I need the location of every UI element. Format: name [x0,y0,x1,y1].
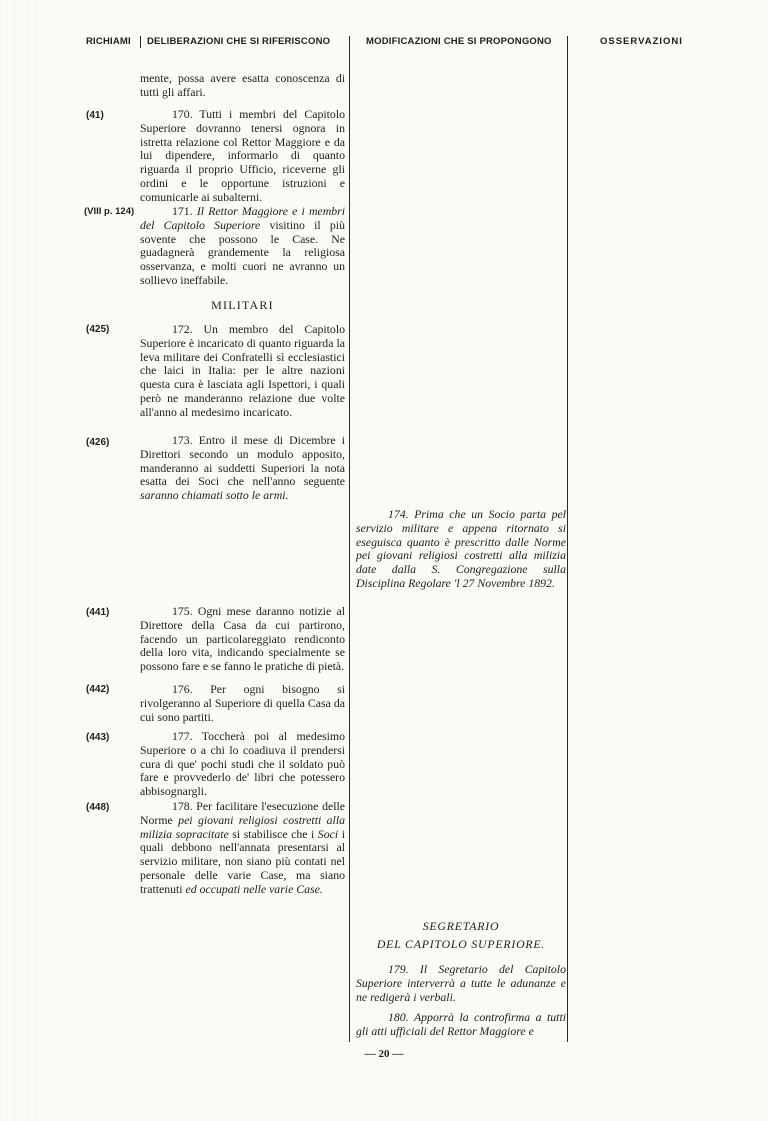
column-rule-1 [140,36,141,48]
article-171: 171. Il Rettor Maggiore e i membri del Capitolo Superiore visitino il più sovente che possono le Case. Ne guadagnerà grandemente la religiosa osservanza, e molti cuori ne avranno un sollievo ineffabile. [140,204,345,287]
header-richiami: RICHIAMI [86,36,131,47]
column-rule-3 [567,36,568,1042]
ref-426: (426) [86,437,110,448]
article-173: 173. Entro il mese di Dicembre i Direttori secondo un modulo apposito, manderanno ai suddetti Superiori la nota esatta dei Soci che nell'anno seguente saranno chiamati sotto le armi. [140,433,345,503]
header-osservazioni: OSSERVAZIONI [600,36,683,47]
ref-41: (41) [86,110,104,121]
ref-448: (448) [86,802,110,813]
section-militari: MILITARI [211,298,274,312]
ref-425: (425) [86,324,110,335]
scan-edge [0,0,40,1121]
header-deliberazioni: DELIBERAZIONI CHE SI RIFERISCONO [147,36,331,47]
article-177: 177. Toccherà poi al medesimo Superiore o a chi lo coadiuva il prendersi cura di que' pochi studi che il soldato può fare e provvederlo de' libri che potessero abbisognargli. [140,729,345,799]
section-segretario: SEGRETARIO DEL CAPITOLO SUPERIORE. [376,919,546,951]
article-178: 178. Per facilitare l'esecuzione delle Norme pei giovani religiosi costretti alla milizia sopracitate si stabilisce che i Soci i quali debbono nell'annata presentarsi al servizio militare, non siano più contati nel personale delle varie Case, ma siano trattenuti ed occupati nelle varie Case. [140,799,346,896]
ref-441: (441) [86,607,110,618]
article-175: 175. Ogni mese daranno notizie al Direttore della Casa da cui partirono, facendo un particolareggiato rendiconto della loro vita, indicando specialmente se possono fare e se fanno le pratiche di pietà. [140,604,345,674]
column-rule-2 [349,36,350,1042]
header-modificazioni: MODIFICAZIONI CHE SI PROPONGONO [366,36,552,47]
page-number: — 20 — [364,1048,404,1060]
article-172: 172. Un membro del Capitolo Superiore è incaricato di quanto riguarda la leva militare dei Confratelli sì ecclesiastici che laici in Italia: per le altre nazioni questa cura è lasciata agli Ispettori, i quali però ne manderanno relazione due volte all'anno al medesimo incaricato. [140,322,345,419]
article-176: 176. Per ogni bisogno si rivolgeranno al Superiore di quella Casa da cui sono partiti. [140,682,345,724]
article-179: 179. Il Segretario del Capitolo Superiore interverrà a tutte le adunanze e ne redigerà i verbali. [356,962,566,1004]
ref-viii-124: (VIII p. 124) [84,206,135,217]
ref-443: (443) [86,732,110,743]
article-174: 174. Prima che un Socio parta pel servizio militare e appena ritornato si eseguisca quanto è prescritto dalle Norme pei giovani religiosi costretti alla milizia date dalla S. Congregazione sulla Disciplina Regolare 'l 27 Novembre 1892. [356,507,566,590]
article-170: 170. Tutti i membri del Capitolo Superiore dovranno tenersi ognora in istretta relazione col Rettor Maggiore e da lui dipendere, informarlo di quanto riguarda il proprio Ufficio, riceverne gli ordini e le opportune istruzioni e comunicarle ai subalterni. [140,107,345,204]
article-180: 180. Apporrà la controfirma a tutti gli atti ufficiali del Rettor Maggiore e [356,1010,566,1038]
ref-442: (442) [86,684,110,695]
continuation-text: mente, possa avere esatta conoscenza di tutti gli affari. [140,71,345,99]
